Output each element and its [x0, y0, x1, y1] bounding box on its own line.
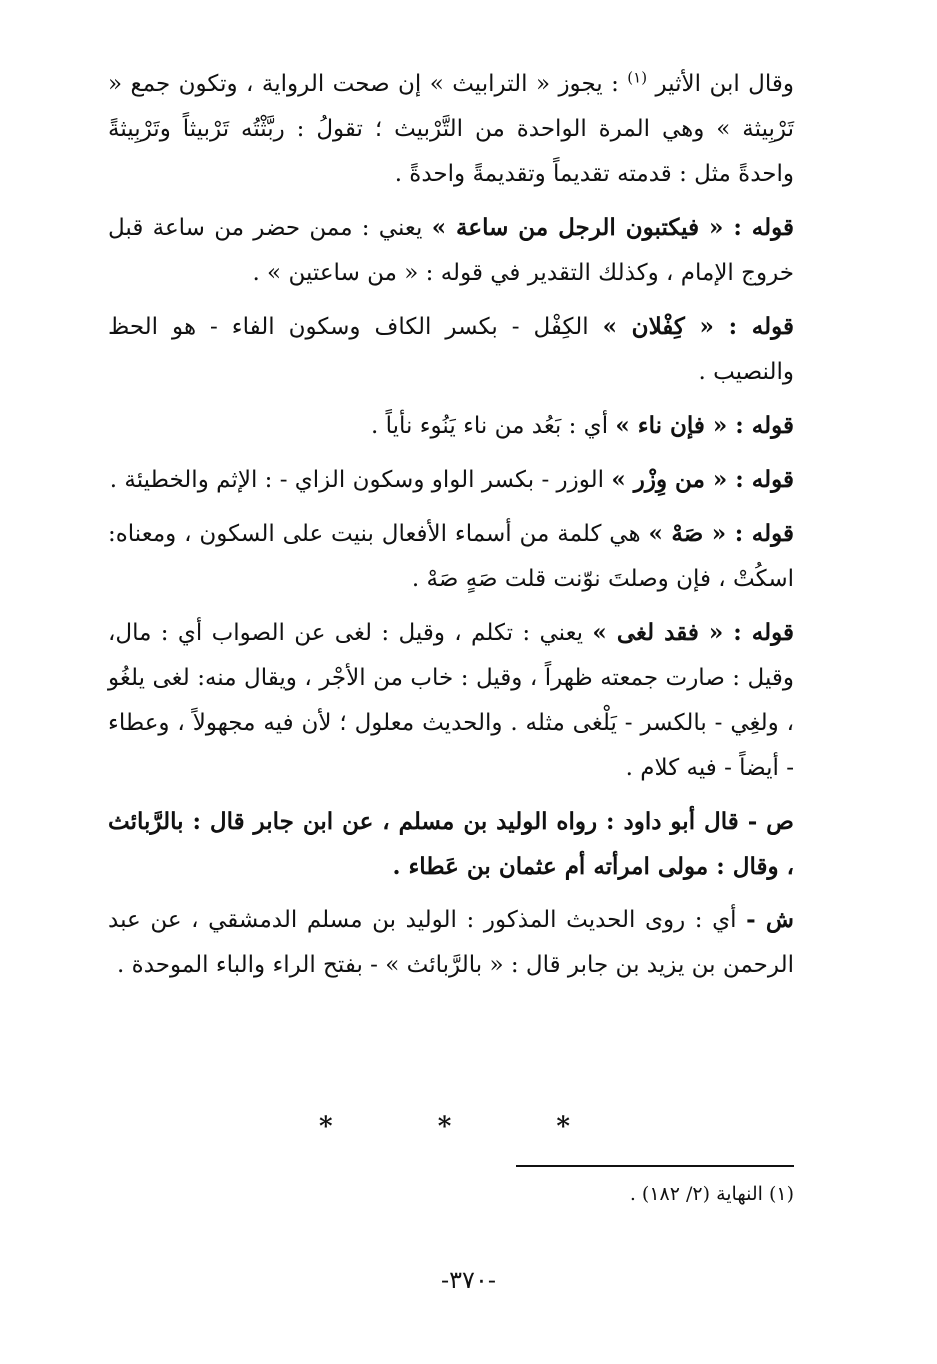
paragraph-text: يعني : ممن حضر من ساعة قبل خروج الإمام ، وكذلك التقدير في قوله : « من ساعتين » .: [108, 215, 794, 286]
footnote-divider: [516, 1165, 794, 1167]
paragraph-qawluhu: [108, 511, 794, 602]
paragraph-lead: قوله : « فيكتبون الرجل من ساعة »: [431, 214, 795, 241]
paragraph-text: الوزر - بكسر الواو وسكون الزاي - : الإثم والخطيئة .: [109, 467, 605, 493]
paragraph-lead: قوله : « فقد لغى »: [592, 619, 795, 646]
paragraph-text: : يجوز « الترابيث » إن صحت الرواية ، وتكون جمع « تَرْبِيثة » وهي المرة الواحدة من التَّرْبيث ؛ تقولُ : ربَّثْتُه تَرْبيثاً وتَرْبِيثةً واحدةً مثل : قدمته تقديماً وتقديمةً واحدةً .: [108, 71, 794, 187]
page-number: -٣٧٠-: [441, 1266, 496, 1294]
page-body: [108, 62, 794, 996]
footnote: (١) النهاية (٢/ ١٨٢) .: [629, 1183, 794, 1205]
paragraph-sad: [108, 799, 794, 889]
paragraph-text: الكِفْل - بكسر الكاف وسكون الفاء - هو الحظ والنصيب .: [108, 314, 794, 385]
paragraph-text: أي : بَعُد من ناء يَنُوء نأياً .: [370, 413, 609, 439]
paragraph-shin: [108, 897, 794, 988]
footnote-ref[interactable]: (١): [627, 68, 648, 87]
paragraph-lead: قوله : « من وِزْر »: [611, 466, 794, 493]
paragraph-qawluhu: [108, 457, 794, 503]
paragraph-qawluhu: [108, 610, 794, 791]
paragraph-text: يعني : تكلم ، وقيل : لغى عن الصواب أي : مال، وقيل : صارت جمعته ظهراً ، وقيل : خاب من الأجْر ، ويقال منه: لغى يلغُو ، ولغِي - بالكسر - يَلْغى مثله . والحديث معلول ؛ لأن فيه مجهولاً ، وعطاء - أيضاً - فيه كلام .: [108, 620, 794, 781]
paragraph-qawluhu: [108, 304, 794, 395]
paragraph-qawluhu: [108, 205, 794, 296]
paragraph-text: وقال ابن الأثير: [655, 71, 794, 97]
paragraph-lead: ص - قال أبو داود : رواه الوليد بن مسلم ، عن ابن جابر قال : بالرَّبائث ، وقال : مولى امرأته أم عثمان بن عَطاء .: [108, 808, 794, 880]
paragraph-text: هي كلمة من أسماء الأفعال بنيت على السكون ، ومعناه: اسكُتْ ، فإن وصلتَ نوّنت قلت صَهٍ صَهْ .: [108, 521, 794, 592]
paragraph-lead: قوله : « صَهْ »: [648, 520, 794, 547]
section-separator: * * *: [319, 1112, 618, 1142]
paragraph-qawluhu: [108, 403, 794, 449]
paragraph-lead: قوله : « فإن ناء »: [615, 412, 794, 439]
paragraph-lead: ش -: [746, 906, 794, 933]
paragraph-lead: قوله : « كِفْلان »: [602, 313, 795, 340]
paragraph-ibn-athir: [108, 62, 794, 197]
paragraph-text: أي : روى الحديث المذكور : الوليد بن مسلم الدمشقي ، عن عبد الرحمن بن يزيد بن جابر قال : « بالرَّبائث » - بفتح الراء والباء الموحدة .: [108, 907, 794, 978]
